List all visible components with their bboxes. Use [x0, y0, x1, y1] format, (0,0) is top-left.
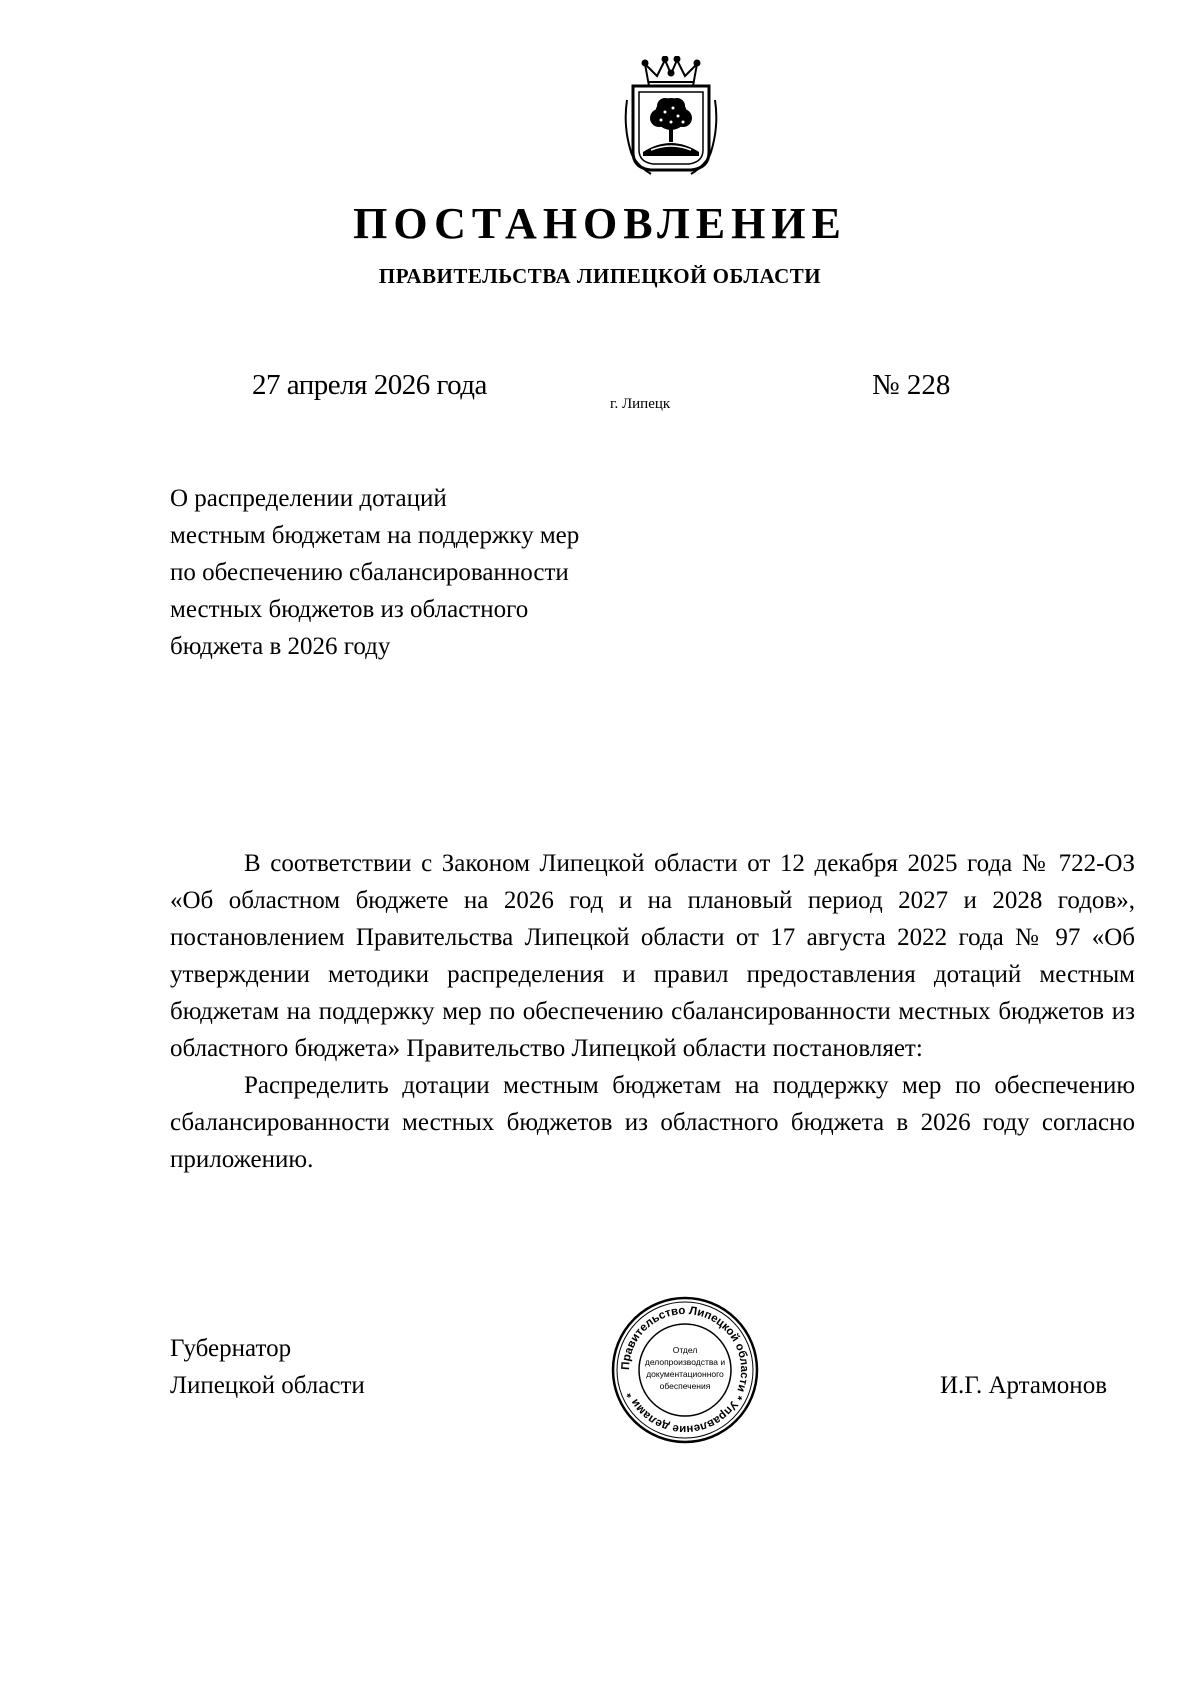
official-stamp — [610, 1295, 760, 1445]
document-body — [170, 845, 1135, 1178]
stamp-inner-line: документационного — [646, 1369, 724, 1379]
document-date: 27 апреля 2026 года — [252, 369, 487, 401]
signatory-name: И.Г. Артамонов — [940, 1372, 1107, 1399]
issuer-subtitle: ПРАВИТЕЛЬСТВА ЛИПЕЦКОЙ ОБЛАСТИ — [378, 264, 822, 288]
coat-of-arms-emblem — [621, 56, 721, 180]
stamp-inner-line: делопроизводства и — [644, 1357, 726, 1367]
subject-line: по обеспечению сбалансированности — [170, 559, 569, 586]
document-city: г. Липецк — [610, 396, 671, 412]
body-paragraph: Распределить дотации местным бюджетам на поддержку мер по обеспечению сбалансированности местных бюджетов из областного бюджета в 2026 году согласно приложению. — [170, 1072, 1135, 1173]
document-number: № 228 — [872, 369, 951, 401]
document-type-title: ПОСТАНОВЛЕНИЕ — [353, 199, 847, 248]
stamp-outer-text: Правительство Липецкой области * Управление делами * — [619, 1304, 751, 1436]
subject-line: местным бюджетам на поддержку мер — [170, 522, 580, 549]
subject-line: бюджета в 2026 году — [170, 633, 391, 660]
stamp-inner-line: Отдел — [672, 1345, 698, 1355]
subject-line: О распределении дотаций — [170, 485, 447, 512]
signatory-title-line: Губернатор — [170, 1335, 292, 1362]
signatory-title — [170, 1330, 365, 1404]
document-subject — [170, 480, 730, 665]
stamp-inner-line: обеспечения — [659, 1381, 711, 1391]
subject-line: местных бюджетов из областного — [170, 596, 529, 623]
signatory-title-line: Липецкой области — [170, 1372, 365, 1399]
body-paragraph: В соответствии с Законом Липецкой области от 12 декабря 2025 года № 722-ОЗ «Об областном бюджете на 2026 год и на плановый период 2027 и 2028 годов», постановлением Правительства Липецкой области от 17 августа 2022 года № 97 «Об утверждении методики распределения и правил предоставления дотаций местным бюджетам на поддержку мер по обеспечению сбалансированности местных бюджетов из областного бюджета» Правительство Липецкой области постановляет: — [170, 850, 1135, 1062]
